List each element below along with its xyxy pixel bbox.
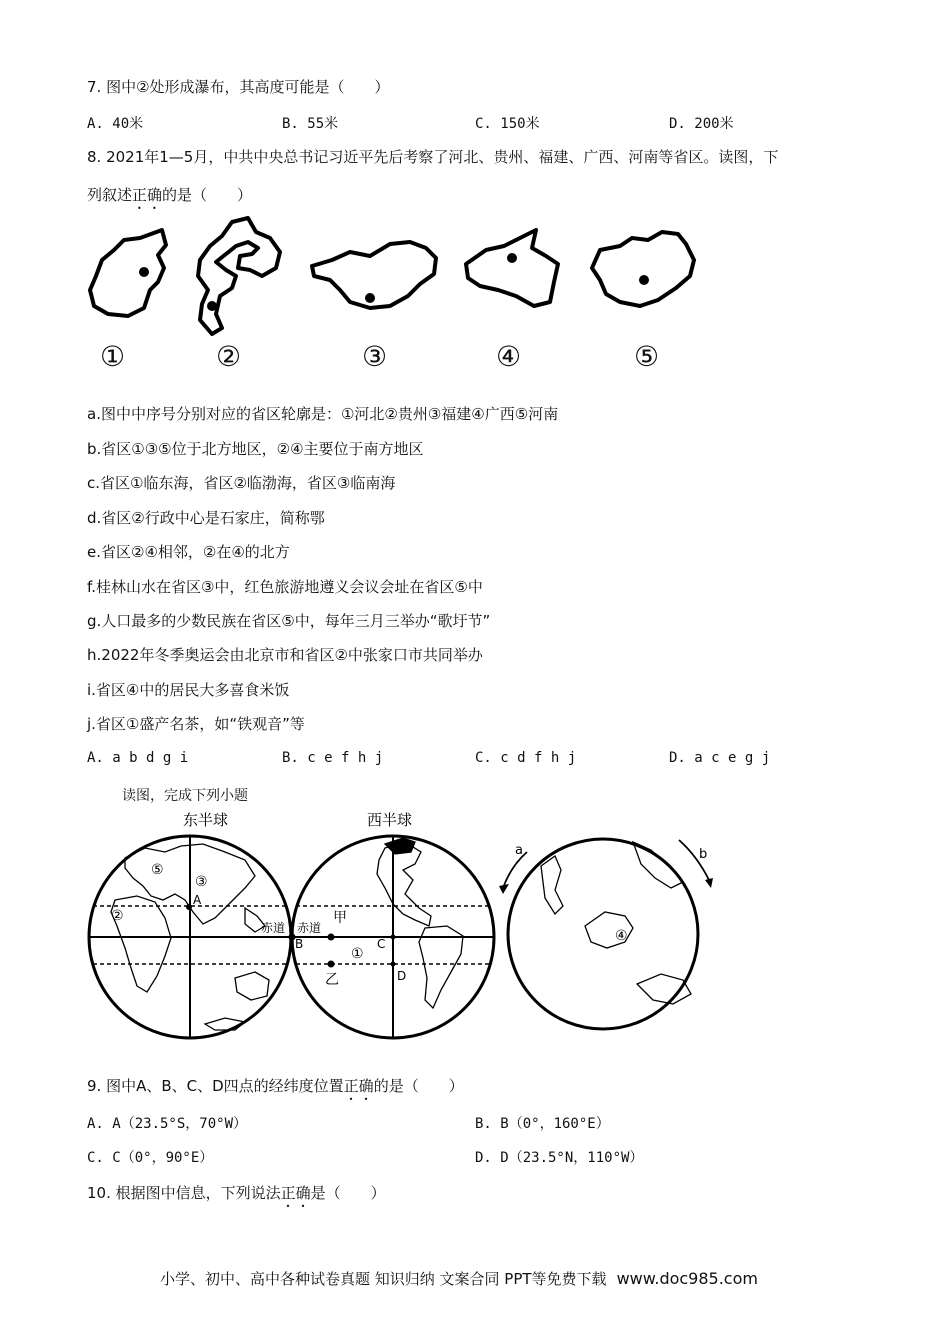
q8-option-c: C. c d f h j	[475, 750, 577, 766]
svg-text:乙: 乙	[325, 972, 339, 988]
statement-d: d.省区②行政中心是石家庄，简称鄂	[87, 509, 325, 527]
svg-text:③: ③	[195, 874, 208, 890]
statement-c: c.省区①临东海，省区②临渤海，省区③临南海	[87, 474, 396, 492]
statement-i: i.省区④中的居民大多喜食米饭	[87, 681, 290, 699]
shape-label-1: ①	[100, 340, 126, 373]
emphasis-correct: 正确	[343, 1077, 374, 1095]
q10-stem: 10. 根据图中信息，下列说法正确是（ ）	[87, 1184, 386, 1202]
east-hemisphere-title: 东半球	[183, 811, 229, 829]
statement-h: h.2022年冬季奥运会由北京市和省区②中张家口市共同举办	[87, 646, 483, 664]
q8-stem-line1: 8. 2021年1—5月，中共中央总书记习近平先后考察了河北、贵州、福建、广西、河南等省区。读图，下	[87, 148, 779, 166]
q8-option-a: A. a b d g i	[87, 750, 189, 766]
q9-option-c: C. C（0°，90°E）	[87, 1150, 214, 1166]
map-intro: 读图，完成下列小题	[122, 788, 248, 804]
shape-label-2: ②	[216, 340, 242, 373]
province-outlines-figure	[80, 210, 720, 340]
svg-text:⑤: ⑤	[151, 862, 164, 878]
q8-option-d: D. a c e g j	[669, 750, 771, 766]
statement-a: a.图中中序号分别对应的省区轮廓是：①河北②贵州③福建④广西⑤河南	[87, 405, 559, 423]
svg-text:B: B	[295, 937, 304, 951]
q7-option-c: C. 150米	[475, 116, 540, 132]
footer-url[interactable]: www.doc985.com	[616, 1269, 758, 1288]
statement-b: b.省区①③⑤位于北方地区，②④主要位于南方地区	[87, 440, 424, 458]
west-hemisphere-map	[289, 811, 495, 1038]
svg-text:a: a	[515, 843, 523, 858]
hemisphere-maps-figure	[85, 808, 725, 1043]
statement-e: e.省区②④相邻，②在④的北方	[87, 543, 290, 561]
q7-option-d: D. 200米	[669, 116, 734, 132]
province-shape-4	[466, 230, 558, 306]
province-shape-1	[90, 230, 166, 316]
svg-text:A: A	[193, 893, 202, 907]
footer-text: 小学、初中、高中各种试卷真题 知识归纳 文案合同 PPT等免费下载	[160, 1270, 607, 1288]
footer	[160, 1268, 758, 1289]
svg-text:赤道: 赤道	[297, 921, 322, 935]
q8-stem-line2: 列叙述正确的是（ ）	[87, 186, 253, 204]
q7-option-b: B. 55米	[282, 116, 339, 132]
q9-option-a: A. A（23.5°S，70°W）	[87, 1116, 248, 1132]
svg-text:④: ④	[615, 928, 628, 944]
q7-option-a: A. 40米	[87, 116, 144, 132]
svg-text:D: D	[397, 969, 407, 983]
shape-label-5: ⑤	[634, 340, 660, 373]
svg-text:C: C	[377, 937, 386, 951]
west-hemisphere-title: 西半球	[367, 811, 413, 829]
statement-j: j.省区①盛产名茶，如“铁观音”等	[87, 715, 305, 733]
south-polar-map	[499, 839, 713, 1029]
shape-label-4: ④	[496, 340, 522, 373]
q9-option-d: D. D（23.5°N，110°W）	[475, 1150, 644, 1166]
statement-f: f.桂林山水在省区③中，红色旅游地遵义会议会址在省区⑤中	[87, 578, 483, 596]
statement-g: g.人口最多的少数民族在省区⑤中，每年三月三举办“歌圩节”	[87, 612, 491, 630]
svg-text:甲: 甲	[333, 910, 347, 926]
q7-stem: 7. 图中②处形成瀑布，其高度可能是（ ）	[87, 78, 390, 96]
province-shape-5	[592, 232, 694, 306]
svg-text:①: ①	[351, 946, 364, 962]
province-shape-2	[198, 218, 280, 334]
east-hemisphere-map	[89, 811, 291, 1038]
svg-text:②: ②	[111, 908, 124, 924]
emphasis-correct: 正确	[280, 1184, 311, 1202]
q9-option-b: B. B（0°，160°E）	[475, 1116, 610, 1132]
emphasis-correct: 正确	[132, 186, 163, 204]
q8-option-b: B. c e f h j	[282, 750, 384, 766]
shape-label-3: ③	[362, 340, 388, 373]
svg-text:赤道: 赤道	[261, 921, 286, 935]
svg-text:b: b	[699, 847, 708, 862]
q9-stem: 9. 图中A、B、C、D四点的经纬度位置正确的是（ ）	[87, 1077, 464, 1095]
